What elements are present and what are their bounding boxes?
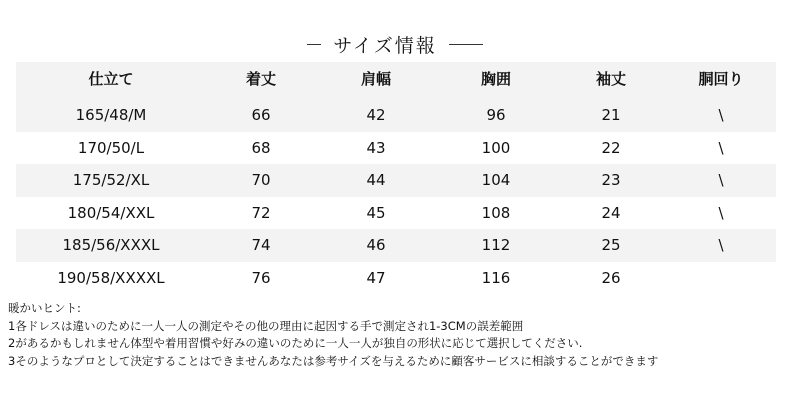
- table-row: [16, 99, 776, 132]
- title-dash-left-icon: [307, 44, 321, 46]
- column-header-waist: 胴回り: [666, 62, 776, 99]
- cell-waist: [666, 262, 776, 295]
- note-line-2: 2があるかもしれません体型や着用習慣や好みの違いのために一人一人が独自の形状に応じて選択してください.: [8, 336, 583, 351]
- cell-length: 68: [251, 138, 271, 157]
- cell-length: 74: [251, 236, 271, 254]
- cell-chest: 104: [481, 171, 511, 189]
- table-header-row: [16, 62, 776, 99]
- cell-sleeve: 25: [601, 236, 621, 254]
- cell-size: 190/58/XXXXL: [57, 268, 165, 287]
- cell-shoulder: 47: [366, 268, 386, 287]
- note-line-3: 3そのようなプロとして決定することはできませんあなたは参考サイズを与えるために顧客サービスに相談することができます: [8, 354, 659, 369]
- cell-length: 66: [251, 106, 271, 124]
- cell-chest: 112: [481, 236, 511, 254]
- cell-length: 70: [251, 171, 271, 189]
- cell-shoulder: 45: [366, 203, 386, 222]
- table-row: [16, 197, 776, 230]
- cell-size: 185/56/XXXL: [62, 236, 160, 254]
- cell-shoulder: 46: [366, 236, 386, 254]
- cell-size: 170/50/L: [77, 138, 145, 157]
- cell-chest: 108: [481, 203, 511, 222]
- title-dash-right-icon: [449, 44, 483, 46]
- cell-sleeve: 21: [601, 106, 621, 124]
- cell-shoulder: 42: [366, 106, 386, 124]
- column-header-length: 着丈: [206, 62, 316, 99]
- size-table: [16, 62, 776, 294]
- cell-sleeve: 24: [601, 203, 621, 222]
- column-header-size: 仕立て: [16, 62, 206, 99]
- cell-shoulder: 44: [366, 171, 386, 189]
- cell-size: 180/54/XXL: [67, 203, 155, 222]
- cell-waist: \: [718, 138, 724, 157]
- title-text: サイズ情報: [333, 34, 437, 57]
- cell-shoulder: 43: [366, 138, 386, 157]
- column-header-shoulder: 肩幅: [316, 62, 436, 99]
- cell-size: 165/48/M: [75, 106, 147, 124]
- notes-section: [0, 300, 790, 371]
- cell-sleeve: 23: [601, 171, 621, 189]
- cell-waist: \: [718, 171, 724, 189]
- cell-length: 72: [251, 203, 271, 222]
- cell-chest: 116: [481, 268, 511, 287]
- column-header-sleeve: 袖丈: [556, 62, 666, 99]
- page-title: [0, 0, 790, 57]
- table-row: [16, 229, 776, 262]
- cell-waist: \: [718, 203, 724, 222]
- title-group: [307, 31, 482, 58]
- table-row: [16, 262, 776, 295]
- cell-length: 76: [251, 268, 271, 287]
- table-header: [16, 62, 776, 99]
- cell-sleeve: 26: [601, 268, 621, 287]
- column-header-chest: 胸囲: [436, 62, 556, 99]
- cell-size: 175/52/XL: [72, 171, 150, 189]
- cell-waist: \: [718, 236, 724, 254]
- notes-heading: 暖かいヒント:: [8, 301, 81, 315]
- table-row: [16, 132, 776, 165]
- note-line-1: 1各ドレスは違いのために一人一人の測定やその他の理由に起因する手で測定され1-3CMの誤差範囲: [8, 318, 524, 333]
- table-row: [16, 164, 776, 197]
- cell-chest: 96: [486, 106, 506, 124]
- cell-sleeve: 22: [601, 138, 621, 157]
- table-body: [16, 99, 776, 294]
- cell-waist: \: [718, 106, 724, 124]
- cell-chest: 100: [481, 138, 511, 157]
